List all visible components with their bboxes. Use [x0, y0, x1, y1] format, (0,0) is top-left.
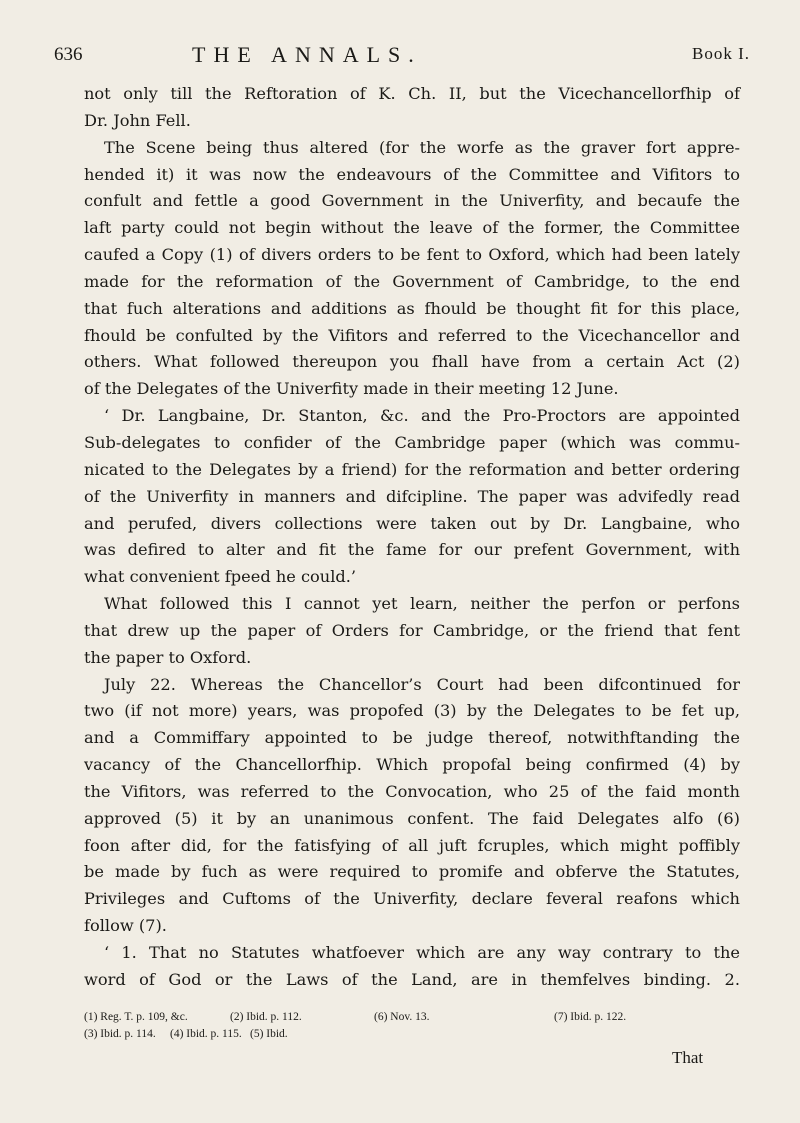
page-number: 636: [54, 44, 83, 65]
text-line: ‘ 1. That no Statutes whatfoever which are any way contrary to the: [104, 943, 740, 962]
text-line: Sub-delegates to confider of the Cambridge paper (which was commu-: [84, 432, 740, 452]
text-line: two (if not more) years, was propofed (3) by the Delegates to be fet up,: [84, 701, 740, 721]
footnotes: [84, 1009, 754, 1043]
text-line: Dr. John Fell.: [84, 110, 191, 130]
text-line: nicated to the Delegates by a friend) for the reformation and better ordering: [84, 459, 740, 479]
text-line: was defired to alter and fit the fame for our prefent Government, with: [84, 540, 740, 560]
text-line: follow (7).: [84, 916, 167, 936]
text-line: others. What followed thereupon you fhall have from a certain Act (2): [84, 352, 740, 372]
text-line: of the Univerfity in manners and difcipline. The paper was advifedly read: [84, 486, 740, 506]
footnote-row: [84, 1009, 754, 1026]
text-line: be made by fuch as were required to promife and obferve the Statutes,: [84, 862, 740, 882]
text-line: laft party could not begin without the leave of the former, the Committee: [84, 218, 740, 238]
catchword: That: [672, 1048, 704, 1067]
text-line: Privileges and Cuftoms of the Univerfity, declare feveral reafons which: [84, 889, 740, 909]
text-line: approved (5) it by an unanimous confent. The faid Delegates alfo (6): [84, 808, 740, 828]
text-line: made for the reformation of the Government of Cambridge, to the end: [84, 271, 740, 291]
text-line: caufed a Copy (1) of divers orders to be fent to Oxford, which had been lately: [84, 245, 740, 265]
body-text: [84, 81, 740, 994]
footnote: (3) Ibid. p. 114.: [84, 1028, 156, 1040]
text-line: not only till the Reftoration of K. Ch. II, but the Vicechancellorfhip of: [84, 84, 740, 103]
text-line: July 22. Whereas the Chancellor’s Court had been difcontinued for: [104, 674, 740, 694]
footnote-row: [84, 1026, 754, 1043]
text-line: what convenient fpeed he could.’: [84, 567, 357, 587]
text-line: vacancy of the Chancellorfhip. Which propofal being confirmed (4) by: [84, 755, 740, 775]
text-line: foon after did, for the fatisfying of all juft fcruples, which might poffibly: [84, 835, 740, 855]
text-line: ‘ Dr. Langbaine, Dr. Stanton, &c. and the Pro-Proctors are appointed: [104, 406, 740, 426]
text-line: and perufed, divers collections were taken out by Dr. Langbaine, who: [84, 513, 740, 533]
footnote: (6) Nov. 13.: [374, 1011, 430, 1023]
text-line: and a Commiffary appointed to be judge thereof, notwithftanding the: [84, 728, 740, 748]
text-line: confult and fettle a good Government in the Univerfity, and becaufe the: [84, 191, 740, 211]
text-line: word of God or the Laws of the Land, are in themfelves binding. 2.: [84, 969, 740, 989]
running-header: [54, 40, 750, 74]
text-line: What followed this I cannot yet learn, neither the perfon or perfons: [104, 594, 740, 614]
text-line: of the Delegates of the Univerfity made in their meeting 12 June.: [84, 379, 619, 399]
footnote: (1) Reg. T. p. 109, &c.: [84, 1011, 188, 1023]
running-title: THE ANNALS.: [192, 42, 422, 67]
text-line: that fuch alterations and additions as fhould be thought fit for this place,: [84, 298, 740, 318]
text-line: the paper to Oxford.: [84, 647, 252, 667]
text-line: that drew up the paper of Orders for Cambridge, or the friend that fent: [84, 620, 740, 640]
footnote: (5) Ibid.: [250, 1028, 288, 1040]
footnote: (7) Ibid. p. 122.: [554, 1011, 627, 1023]
footnote: (2) Ibid. p. 112.: [230, 1011, 302, 1023]
text-line: fhould be confulted by the Vifitors and referred to the Vicechancellor and: [84, 325, 740, 345]
text-line: the Vifitors, was referred to the Convocation, who 25 of the faid month: [84, 781, 740, 801]
text-line: The Scene being thus altered (for the worfe as the graver fort appre-: [104, 137, 740, 157]
book-label: Book I.: [692, 44, 750, 63]
text-line: hended it) it was now the endeavours of the Committee and Vifitors to: [84, 164, 740, 184]
footnote: (4) Ibid. p. 115.: [170, 1028, 242, 1040]
